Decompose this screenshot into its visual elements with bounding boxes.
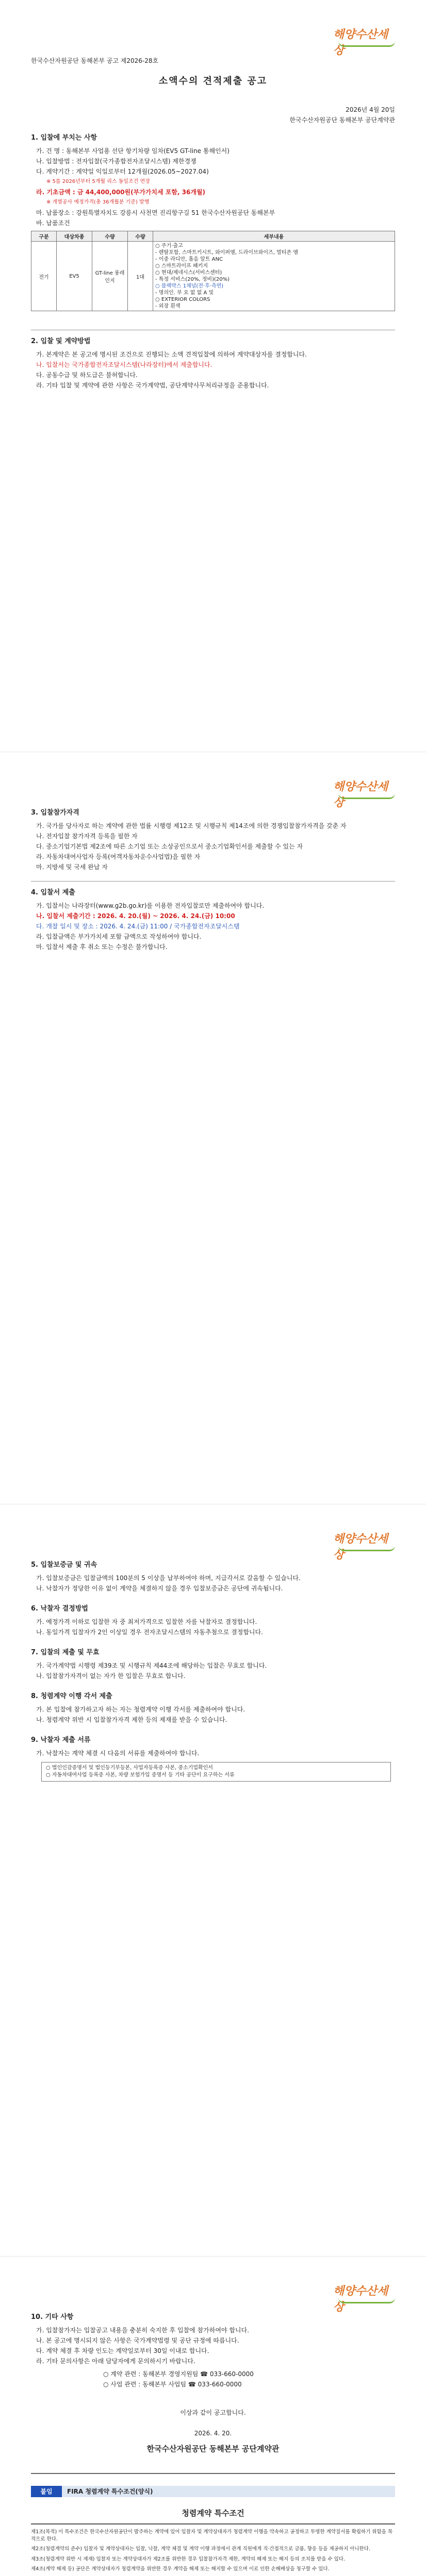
closing-text: 이상과 같이 공고합니다. bbox=[180, 2409, 246, 2416]
spec-detail: - 렌탈포함, 스마트키시트, 와이퍼엠, 드라이브와이즈, 멀티존 엠 bbox=[155, 250, 298, 256]
section-heading-5: 5. 입찰보증금 및 귀속 bbox=[31, 1561, 97, 1569]
appendix-title: 청렴계약 특수조건 bbox=[182, 2509, 244, 2518]
s10-line: 가. 입찰참가자는 입찰공고 내용을 충분히 숙지한 후 입찰에 참가하여야 합니다. bbox=[36, 2327, 249, 2334]
required-docs-box bbox=[41, 1762, 391, 1782]
table-header-cell: 세부내용 bbox=[153, 231, 395, 242]
spec-details-cell bbox=[153, 242, 395, 311]
s2-line: 라. 기타 입찰 및 계약에 관한 사항은 국가계약법, 공단계약사무처리규정을 준용합니다. bbox=[36, 382, 269, 389]
required-doc: ○ 법인인감증명서 및 법인등기부등본, 사업자등록증 사본, 중소기업확인서 bbox=[46, 1765, 213, 1771]
vehicle-spec-table bbox=[31, 231, 395, 311]
table-header-cell: 대상차종 bbox=[57, 231, 92, 242]
table-header-cell: 수량 bbox=[128, 231, 153, 242]
s1-note-red: ※ 5를 2026년부터 5개월 리스 동일조건 연장 bbox=[46, 179, 150, 184]
document-page-1 bbox=[0, 0, 426, 752]
divider bbox=[31, 2473, 395, 2474]
logo-text-a: 해양수산 bbox=[333, 28, 378, 41]
s3-line: 가. 국가를 당사자로 하는 계약에 관한 법률 시행령 제12조 및 시행규칙 제14조에 의한 경쟁입찰참가자격을 갖춘 자 bbox=[36, 822, 347, 829]
section-heading-2: 2. 입찰 및 계약방법 bbox=[31, 337, 91, 345]
appendix-tag-title: FIRA 청렴계약 특수조건(양식) bbox=[62, 2486, 395, 2497]
s1-line: 가. 건 명 : 동해본부 사업용 선단 항기차량 임차(EV5 GT-line 통해인서) bbox=[36, 147, 230, 155]
s1-line: 바. 납품조건 bbox=[36, 219, 70, 227]
table-cell: 전기 bbox=[31, 242, 57, 311]
spec-detail: ○ 스마트라이프 패키지 bbox=[155, 263, 208, 269]
table-cell: GT-line 롱레인지 bbox=[92, 242, 128, 311]
s8-line: 나. 청렴계약 위반 시 입찰참가자격 제한 등의 제재를 받을 수 있습니다. bbox=[36, 1716, 227, 1723]
spec-detail: - 외장 흰색 bbox=[155, 303, 181, 309]
s6-line: 나. 동일가격 입찰자가 2인 이상일 경우 전자조달시스템의 자동추첨으로 결정합니다. bbox=[36, 1629, 263, 1636]
brand-logo bbox=[333, 2282, 395, 2314]
section-heading-10: 10. 기타 사항 bbox=[31, 2313, 74, 2321]
notice-date: 2026년 4월 20일 bbox=[346, 106, 395, 113]
divider bbox=[31, 881, 395, 882]
table-header-row bbox=[31, 231, 395, 242]
table-header-cell: 수량 bbox=[92, 231, 128, 242]
section-heading-6: 6. 낙찰자 결정방법 bbox=[31, 1605, 88, 1613]
brand-logo bbox=[333, 1530, 395, 1562]
article: 제2조(청렴계약의 준수) 입찰자 및 계약상대자는 입찰, 낙찰, 계약 체결 및 계약 이행 과정에서 관계 직원에게 직·간접적으로 금품, 향응 등을 제공하지 아니한다. bbox=[31, 2546, 370, 2552]
s7-line: 나. 입찰참가자격이 없는 자가 한 입찰은 무효로 합니다. bbox=[36, 1672, 186, 1680]
s3-line: 다. 중소기업기본법 제2조에 따른 소기업 또는 소상공인으로서 중소기업확인서를 제출할 수 있는 자 bbox=[36, 843, 303, 850]
table-row bbox=[31, 242, 395, 311]
s4-opening: 다. 개찰 일시 및 장소 : 2026. 4. 24.(금) 11:00 / 국가종합전자조달시스템 bbox=[36, 923, 240, 930]
s3-line: 나. 전자입찰 참가자격 등록을 필한 자 bbox=[36, 833, 138, 840]
s10-line: 다. 계약 체결 후 차량 인도는 계약일로부터 30일 이내로 합니다. bbox=[36, 2347, 209, 2354]
article: 제3조(청렴계약 위반 시 제재) 입찰자 또는 계약상대자가 제2조를 위반한 경우 입찰참가자격 제한, 계약의 해제 또는 해지 등의 조치를 받을 수 있다. bbox=[31, 2556, 346, 2562]
s2-line: 가. 본계약은 본 공고에 명시된 조건으로 진행되는 소액 견적입찰에 의하여 계약대상자를 결정합니다. bbox=[36, 351, 307, 358]
section-heading-7: 7. 입찰의 제출 및 무효 bbox=[31, 1649, 100, 1656]
document-page-2 bbox=[0, 752, 426, 1504]
s10-line: 라. 기타 문의사항은 아래 담당자에게 문의하시기 바랍니다. bbox=[36, 2358, 195, 2365]
logo-swoosh-icon bbox=[338, 793, 395, 799]
table-header-cell: 구분 bbox=[31, 231, 57, 242]
page-title: 소액수의 견적제출 공고 bbox=[158, 76, 268, 87]
spec-detail: ○ 주기·출고 bbox=[155, 243, 183, 249]
section-heading-9: 9. 낙찰자 제출 서류 bbox=[31, 1736, 91, 1744]
spec-detail: - 특정 서비스(20%, 정비)(20%) bbox=[155, 277, 230, 282]
section-heading-4: 4. 입찰서 제출 bbox=[31, 889, 75, 896]
s2-line: 다. 공동수급 및 하도급은 불허합니다. bbox=[36, 371, 138, 379]
section-heading-3: 3. 입찰참가자격 bbox=[31, 809, 79, 817]
closing-date: 2026. 4. 20. bbox=[194, 2430, 232, 2437]
s3-line: 마. 지방세 및 국세 완납 자 bbox=[36, 863, 108, 871]
document-page-3 bbox=[0, 1504, 426, 2257]
logo-text-b: 세상 bbox=[333, 2284, 388, 2314]
s4-line: 가. 입찰서는 나라장터(www.g2b.go.kr)를 이용한 전자입찰로만 제출하여야 합니다. bbox=[36, 902, 265, 909]
notice-issuer: 한국수산자원공단 동해본부 공단계약관 bbox=[289, 116, 395, 124]
logo-text-b: 세상 bbox=[333, 28, 388, 57]
s1-line: 나. 입찰방법 : 전자입찰(국가종합전자조달시스템) 제한경쟁 bbox=[36, 158, 196, 165]
spec-detail: ○ 현대/제네시스(서비스센터) bbox=[155, 270, 222, 276]
article: 제4조(계약 해제 등) 공단은 계약상대자가 청렴계약을 위반한 경우 계약을 해제 또는 해지할 수 있으며 이로 인한 손해배상을 청구할 수 있다. bbox=[31, 2566, 330, 2572]
s5-line: 나. 낙찰자가 정당한 이유 없이 계약을 체결하지 않을 경우 입찰보증금은 공단에 귀속됩니다. bbox=[36, 1585, 283, 1592]
appendix-articles bbox=[31, 2529, 395, 2576]
logo-swoosh-icon bbox=[338, 1546, 395, 1551]
notice-number: 한국수산자원공단 동해본부 공고 제2026-28호 bbox=[31, 57, 159, 64]
s1-note-red: ※ 개별공사 예정가격(총 36개월분 기준) 발행 bbox=[46, 199, 150, 205]
section-heading-8: 8. 청렴계약 이행 각서 제출 bbox=[31, 1692, 112, 1700]
contact-line: ○ 계약 관련 : 동해본부 경영지원팀 ☎ 033-660-0000 bbox=[103, 2370, 254, 2378]
logo-text-b: 세상 bbox=[333, 1532, 388, 1562]
document-page-4 bbox=[0, 2257, 426, 2576]
s1-base-amount: 라. 기초금액 : 금 44,400,000원(부가가치세 포함, 36개월) bbox=[36, 189, 206, 196]
table-cell: 1대 bbox=[128, 242, 153, 311]
logo-text-a: 해양수산 bbox=[333, 2284, 378, 2298]
s4-line: 라. 입찰금액은 부가가치세 포함 금액으로 작성하여야 합니다. bbox=[36, 933, 202, 940]
s3-line: 라. 자동차대여사업자 등록(여객자동차운수사업법)을 필한 자 bbox=[36, 853, 201, 860]
section-heading-1: 1. 입찰에 부치는 사항 bbox=[31, 134, 97, 142]
spec-detail: ○ EXTERIOR COLORS bbox=[155, 297, 210, 302]
s1-line: 마. 납품장소 : 강원특별자치도 강릉시 사천면 진리항구길 51 한국수산자원공단 동해본부 bbox=[36, 209, 275, 216]
s6-line: 가. 예정가격 이하로 입찰한 자 중 최저가격으로 입찰한 자를 낙찰자로 결정합니다. bbox=[36, 1618, 257, 1625]
spec-detail: - 이중 라디안, 흡음 알트 ANC bbox=[155, 257, 223, 262]
contact-line: ○ 사업 관련 : 동해본부 사업팀 ☎ 033-660-0000 bbox=[103, 2381, 242, 2388]
s7-line: 가. 국가계약법 시행령 제39조 및 시행규칙 제44조에 해당하는 입찰은 무효로 합니다. bbox=[36, 1662, 267, 1669]
s4-line: 마. 입찰서 제출 후 취소 또는 수정은 불가합니다. bbox=[36, 943, 168, 951]
closing-signature: 한국수산자원공단 동해본부 공단계약관 bbox=[146, 2444, 280, 2453]
appendix-tag: 붙임 bbox=[31, 2486, 62, 2497]
brand-logo bbox=[333, 778, 395, 809]
article: 제1조(목적) 이 특수조건은 한국수산자원공단이 발주하는 계약에 있어 입찰자 및 계약상대자가 청렴계약 이행을 약속하고 공정하고 투명한 계약질서를 확립하기 위함을 목적으로 한다. bbox=[31, 2529, 393, 2542]
logo-swoosh-icon bbox=[338, 2298, 395, 2303]
s10-line: 나. 본 공고에 명시되지 않은 사항은 국가계약법령 및 공단 규정에 따릅니다. bbox=[36, 2337, 239, 2344]
spec-detail: ○ 블랙박스 1채널(전·후·측면) bbox=[155, 283, 224, 289]
s4-deadline: 나. 입찰서 제출기간 : 2026. 4. 20.(월) ~ 2026. 4. 24.(금) 10:00 bbox=[36, 912, 235, 920]
required-doc: ○ 자동차대여사업 등록증 사본, 차량 보험가입 증명서 등 기타 공단이 요구하는 서류 bbox=[46, 1772, 235, 1778]
logo-text-b: 세상 bbox=[333, 780, 388, 809]
s5-line: 가. 입찰보증금은 입찰금액의 100분의 5 이상을 납부하여야 하며, 지급각서로 갈음할 수 있습니다. bbox=[36, 1574, 301, 1582]
s2-line-highlight: 나. 입찰서는 국가종합전자조달시스템(나라장터)에서 제출합니다. bbox=[36, 361, 212, 368]
s8-line: 가. 본 입찰에 참가하고자 하는 자는 청렴계약 이행 각서를 제출하여야 합니다. bbox=[36, 1706, 245, 1713]
s9-line: 가. 낙찰자는 계약 체결 시 다음의 서류를 제출하여야 합니다. bbox=[36, 1750, 200, 1757]
logo-text-a: 해양수산 bbox=[333, 780, 378, 793]
brand-logo bbox=[333, 26, 395, 57]
table-cell: EV5 bbox=[57, 242, 92, 311]
spec-detail: - 명의인. 부 요 없 없 A 및 bbox=[155, 290, 214, 296]
logo-swoosh-icon bbox=[338, 41, 395, 47]
logo-text-a: 해양수산 bbox=[333, 1532, 378, 1546]
s1-line: 다. 계약기간 : 계약일 익일로부터 12개월(2026.05~2027.04) bbox=[36, 168, 209, 175]
